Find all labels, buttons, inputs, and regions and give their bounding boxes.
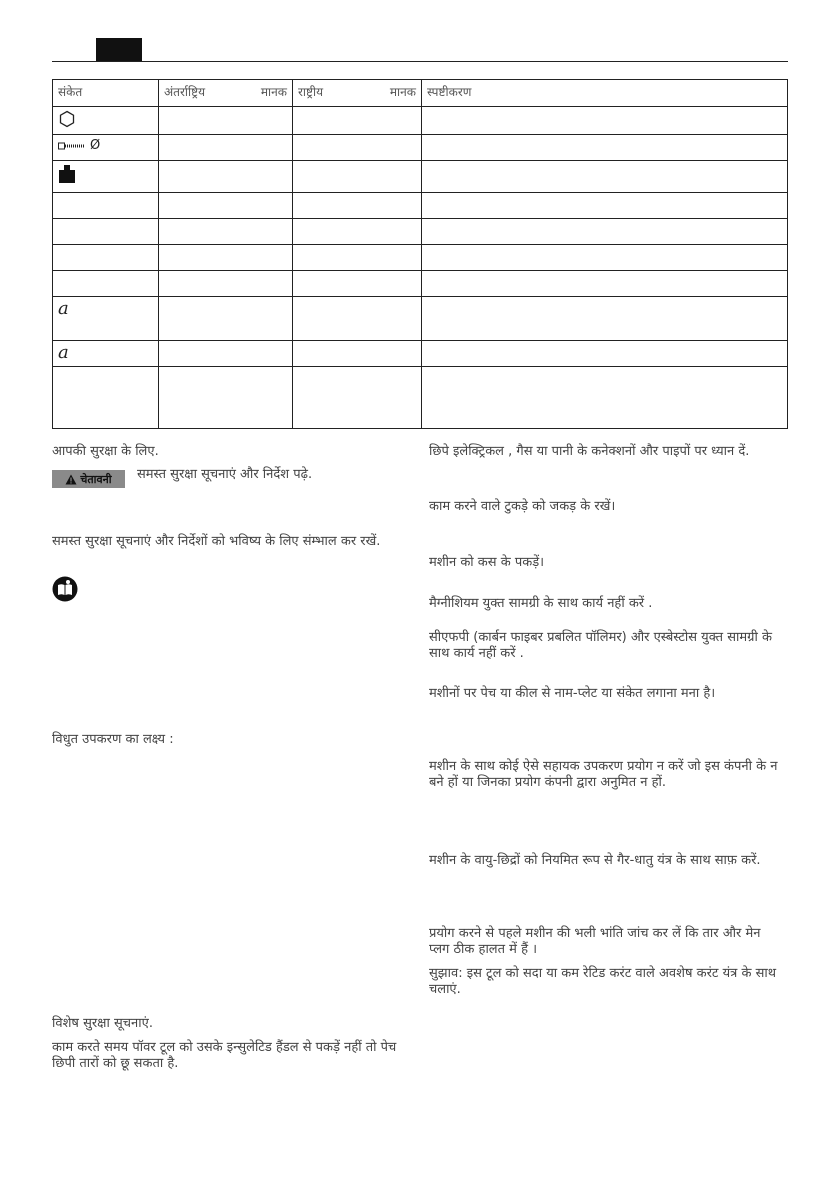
nameplate-warning-text: मशीनों पर पेच या कील से नाम-प्लेट या संकेत लगाना मना है। [429, 686, 716, 701]
section-heading-special-safety: विशेष सुरक्षा सूचनाएं. [52, 1016, 153, 1031]
accessories-warning-text: मशीन के साथ कोई ऐसे सहायक उपकरण प्रयोग न करें जो इस कंपनी के न बने हों या जिनका प्रयोग कंपनी द्वारा अनुमित न हों. [429, 759, 778, 790]
acceleration-symbol: a [58, 342, 69, 363]
pre-use-check-text: प्रयोग करने से पहले मशीन की भली भांति जांच कर लें कि तार और मेन प्लग ठीक हालत में हैं । [429, 926, 761, 957]
table-row [53, 161, 788, 193]
section-heading-purpose: विधुत उपकरण का लक्ष्य : [52, 732, 174, 747]
read-manual-icon [52, 576, 78, 602]
hold-machine-text: मशीन को कस के पकड़ें। [429, 555, 545, 570]
warning-badge-label: चेतावनी [80, 472, 112, 486]
air-vents-cleaning-text: मशीन के वायु-छिद्रों को नियमित रूप से गैर-धातु यंत्र के साथ साफ़ करें. [429, 853, 761, 868]
magnesium-warning-text: मैग्नीशियम युक्त सामग्री के साथ कार्य नहीं करें . [429, 596, 653, 611]
keep-instructions-text: समस्त सुरक्षा सूचनाएं और निर्देशों को भविष्य के लिए संम्भाल कर रखें. [52, 534, 381, 549]
table-row [53, 107, 788, 135]
hidden-lines-text: छिपे इलेक्ट्रिकल , गैस या पानी के कनेक्शनों और पाइपों पर ध्यान दें. [429, 444, 750, 459]
cfrp-asbestos-warning-text: सीएफपी (कार्बन फाइबर प्रबलित पॉलिमर) और एस्बेस्टोस युक्त सामग्री के साथ कार्य नहीं करें . [429, 630, 772, 661]
hexagon-icon [58, 110, 153, 128]
special-safety-text: काम करते समय पॉवर टूल को उसके इन्सुलेटिड हैंडल से पकड़ें नहीं तो पेच छिपी तारों को छू सकता है. [52, 1040, 397, 1071]
clamp-workpiece-text: काम करने वाले टुकड़े को जकड़ के रखें। [429, 499, 616, 514]
warning-text: समस्त सुरक्षा सूचनाएं और निर्देश पढ़े. [137, 467, 313, 482]
table-row [53, 297, 788, 341]
col-header-international-standard: अंतर्राष्ट्रिय मानक [159, 80, 293, 107]
table-row [53, 245, 788, 271]
header-black-tab [96, 38, 142, 62]
warning-triangle-icon [65, 474, 77, 485]
section-heading-safety: आपकी सुरक्षा के लिए. [52, 444, 159, 459]
acceleration-symbol: a [58, 298, 69, 319]
col-header-symbol: संकेत [53, 80, 159, 107]
col-header-national-standard: राष्ट्रीय मानक [293, 80, 422, 107]
table-row [53, 193, 788, 219]
table-row [53, 135, 788, 161]
header-rule [52, 61, 788, 62]
table-row [53, 219, 788, 245]
drill-bit-icon [58, 141, 86, 151]
diameter-symbol: Ø [90, 138, 101, 153]
table-row [53, 271, 788, 297]
symbols-table [52, 79, 788, 429]
table-row [53, 367, 788, 429]
col-header-explanation: स्पष्टीकरण [422, 80, 788, 107]
weight-icon [58, 164, 153, 184]
table-row [53, 341, 788, 367]
warning-badge [52, 470, 125, 488]
rcd-suggestion-text: सुझाव: इस टूल को सदा या कम रेटिड करंट वाले अवशेष करंट यंत्र के साथ चलाएं. [429, 966, 777, 997]
table-header-row [53, 80, 788, 107]
